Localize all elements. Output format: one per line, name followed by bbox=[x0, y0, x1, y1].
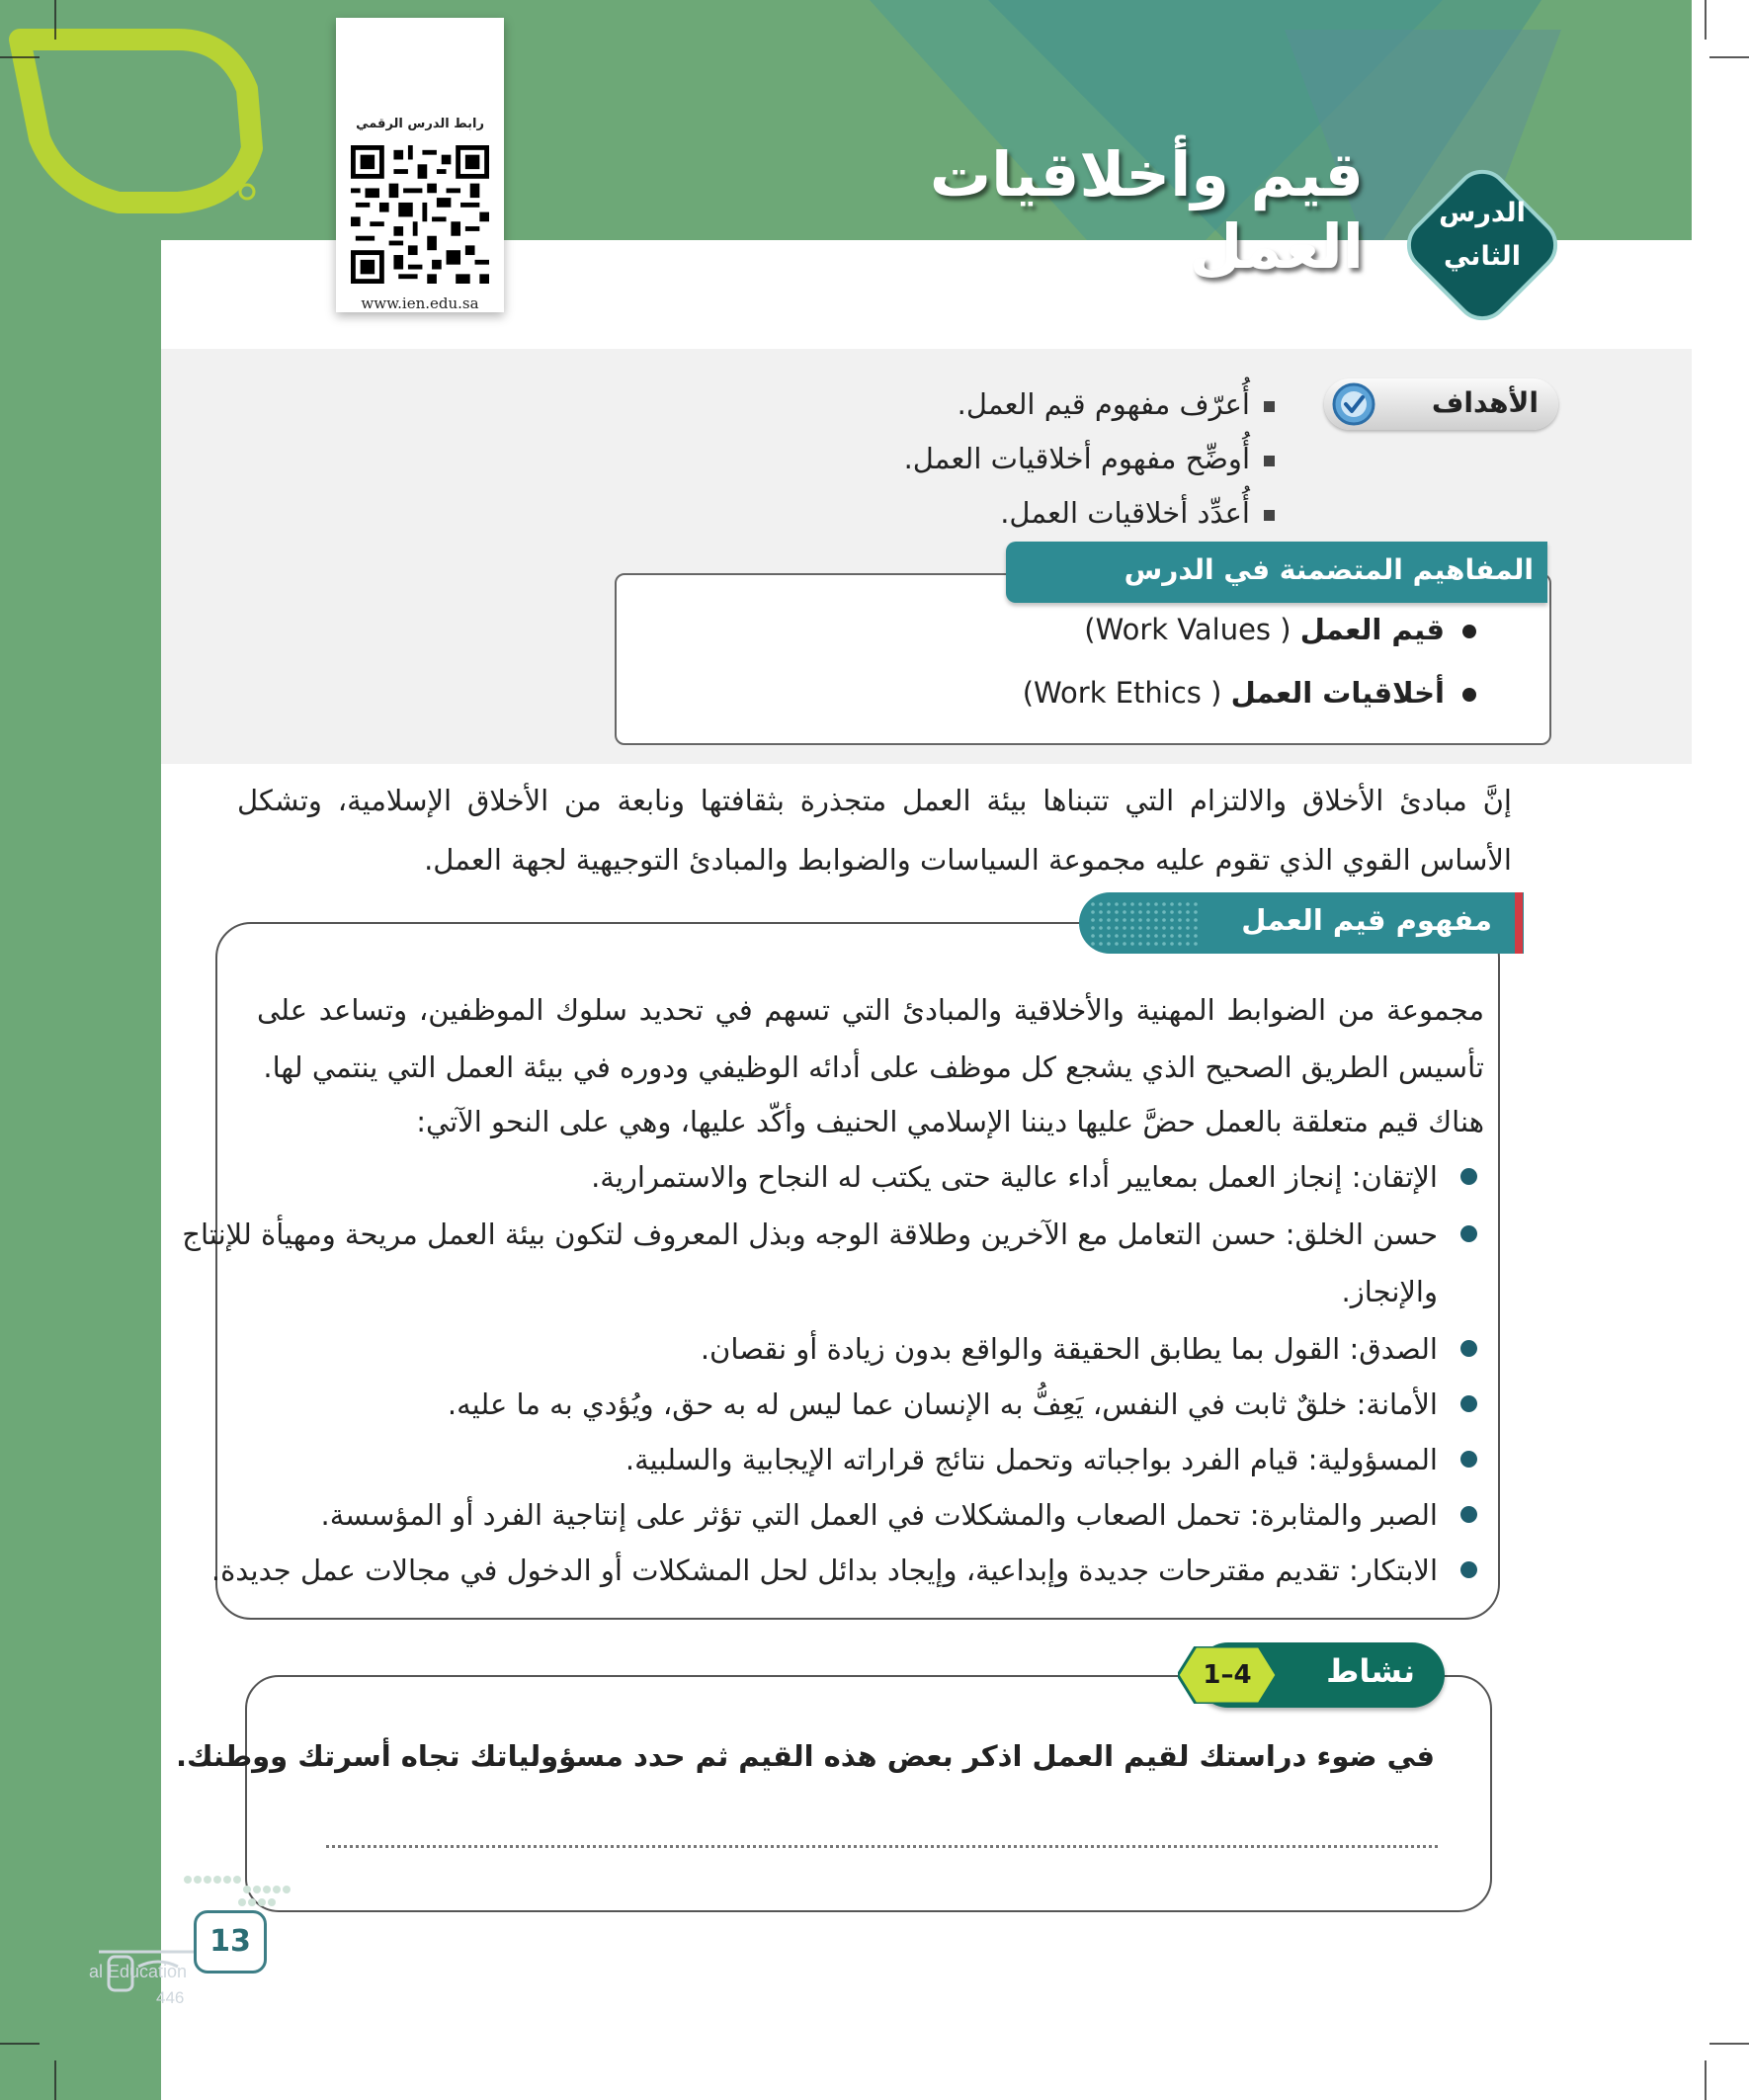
lesson-label: الدرس bbox=[1439, 198, 1526, 228]
ministry-text: al Education bbox=[89, 1962, 188, 1981]
page-number: 13 bbox=[209, 1924, 251, 1959]
value-item: الإتقان: إنجاز العمل بمعايير أداء عالية حتى يكتب له النجاح والاستمرارية. bbox=[163, 1148, 1438, 1206]
ministry-year: 446 bbox=[156, 1988, 185, 2007]
bullet-dot-icon bbox=[1460, 1395, 1477, 1412]
bullet-dot-icon bbox=[1460, 1506, 1477, 1523]
value-item: الصدق: القول بما يطابق الحقيقة والواقع بدون زيادة أو نقصان. bbox=[163, 1320, 1438, 1378]
intro-paragraph: إنَّ مبادئ الأخلاق والالتزام التي تتبناها بيئة العمل متجذرة بثقافتها ونابعة من الأخلاق الإسلامية، وتشكل الأساس القوي الذي تقوم عليه مجموعة السياسات والضوابط والمبادئ التوجيهية لجهة العمل. bbox=[237, 784, 1512, 877]
bullet-dot-icon bbox=[1460, 1561, 1477, 1578]
value-item: المسؤولية: قيام الفرد بواجباته وتحمل نتائج قراراته الإيجابية والسلبية. bbox=[163, 1431, 1438, 1488]
section-title: مفهوم قيم العمل bbox=[1241, 903, 1492, 937]
goal-item: أُعدِّد أخلاقيات العمل. bbox=[1000, 496, 1275, 530]
dot-pattern-icon bbox=[1089, 900, 1198, 946]
goal-item: أُوضِّح مفهوم أخلاقيات العمل. bbox=[904, 442, 1275, 475]
bullet-dot-icon bbox=[1460, 1168, 1477, 1185]
values-intro-line: هناك قيم متعلقة بالعمل حضَّ عليها ديننا الإسلامي الحنيف وأكّد عليها، وهي على النحو الآتي: bbox=[416, 1105, 1484, 1138]
lesson-number-badge bbox=[1393, 156, 1571, 334]
value-item: حسن الخلق: حسن التعامل مع الآخرين وطلاقة الوجه وبذل المعروف لتكون بيئة العمل مريحة ومهيأة للإنتاج والإنجاز. bbox=[163, 1206, 1438, 1320]
bullet-dot-icon bbox=[1460, 1451, 1477, 1468]
bullet-dot-icon bbox=[1462, 688, 1476, 702]
goals-label: الأهداف bbox=[1431, 386, 1539, 419]
section-accent-bar bbox=[1515, 892, 1523, 954]
checkmark-icon bbox=[1332, 382, 1375, 426]
activity-prompt: في ضوء دراستك لقيم العمل اذكر بعض هذه القيم ثم حدد مسؤولياتك تجاه أسرتك ووطنك. bbox=[175, 1739, 1435, 1773]
concept-item: قيم العمل ( Work Values) bbox=[1084, 613, 1476, 646]
bullet-square-icon bbox=[1264, 456, 1275, 466]
concepts-title: المفاهيم المتضمنة في الدرس bbox=[1124, 553, 1534, 586]
lesson-ordinal: الثاني bbox=[1443, 241, 1521, 272]
answer-line[interactable] bbox=[326, 1843, 1438, 1848]
activity-label: نشاط bbox=[1326, 1652, 1415, 1690]
value-item: الصبر والمثابرة: تحمل الصعاب والمشكلات في العمل التي تؤثر على إنتاجية الفرد أو المؤسسة. bbox=[163, 1486, 1438, 1544]
bullet-dot-icon bbox=[1460, 1225, 1477, 1242]
concepts-header bbox=[1006, 542, 1547, 603]
qr-url[interactable]: www.ien.edu.sa bbox=[361, 294, 479, 312]
value-item: الأمانة: خلقٌ ثابت في النفس، يَعِفُّ به الإنسان عما ليس له به حق، ويُؤدي به ما عليه. bbox=[163, 1376, 1438, 1433]
work-values-definition: مجموعة من الضوابط المهنية والأخلاقية والمبادئ التي تسهم في تحديد سلوك الموظفين، وتساعد على تأسيس الطريق الصحيح الذي يشجع كل موظف على أدائه الوظيفي ودوره في بيئة العمل التي ينتمي لها. bbox=[257, 993, 1484, 1084]
bullet-dot-icon bbox=[1462, 625, 1476, 638]
activity-number: 1–4 bbox=[1203, 1660, 1252, 1690]
qr-code-icon[interactable] bbox=[351, 140, 489, 289]
activity-box bbox=[245, 1675, 1492, 1912]
bullet-dot-icon bbox=[1460, 1340, 1477, 1357]
page-number-badge bbox=[194, 1910, 267, 1974]
qr-label: رابط الدرس الرقمي bbox=[356, 117, 484, 131]
value-item: الابتكار: تقديم مقترحات جديدة وإبداعية، وإيجاد بدائل لحل المشكلات أو الدخول في مجالات عمل جديدة. bbox=[163, 1542, 1438, 1599]
bullet-square-icon bbox=[1264, 510, 1275, 521]
qr-card[interactable] bbox=[336, 18, 504, 312]
activity-number-badge bbox=[1178, 1646, 1277, 1704]
goal-item: أُعرّف مفهوم قيم العمل. bbox=[958, 387, 1275, 421]
lesson-title: قيم وأخلاقيات العمل bbox=[929, 138, 1364, 283]
bullet-square-icon bbox=[1264, 401, 1275, 412]
concept-item: أخلاقيات العمل ( Work Ethics) bbox=[1023, 676, 1476, 710]
goals-badge bbox=[1324, 378, 1558, 430]
section-header bbox=[1079, 892, 1524, 954]
